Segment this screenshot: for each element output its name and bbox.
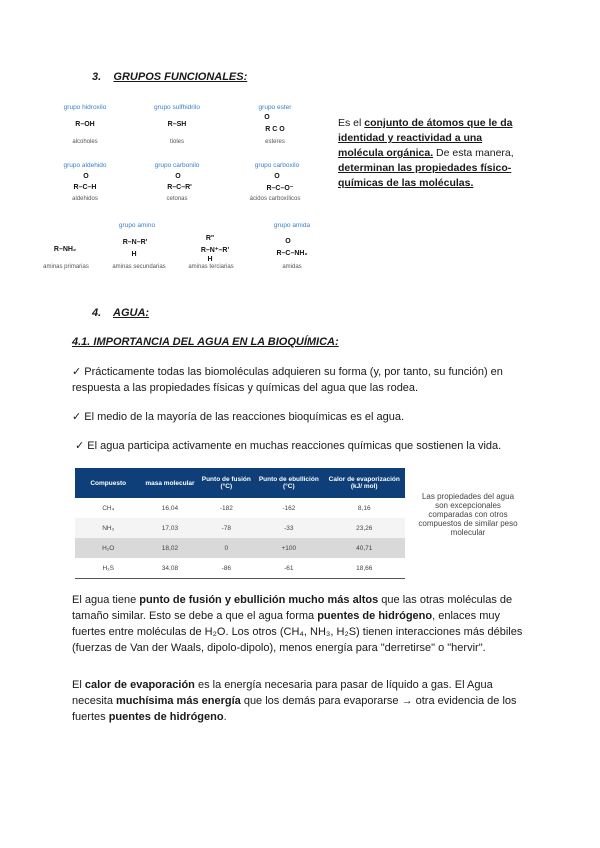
table-cell: -78 [198,518,254,538]
group-name: tioles [169,139,184,145]
text-run-bold: punto de fusión y ebullición mucho más altos [139,594,379,606]
amine-name: aminas primarias [43,264,89,270]
group-name: ácidos carboxílicos [249,196,301,202]
paragraph-boiling-points [72,592,532,656]
table-cell: -33 [254,518,323,538]
amine-name: aminas terciarias [188,264,234,270]
group-label: grupo carbonilo [154,162,200,169]
group-label: grupo sulfhidrilo [154,104,200,111]
ester-oxygen: O [264,114,270,121]
text-run: El [72,679,85,691]
section-3-heading [92,71,247,83]
paragraph-evaporation-heat [72,677,532,725]
table-cell: 0 [198,538,254,558]
table-cell: 18,02 [141,538,198,558]
amine-formula: R–N⁺–R' [200,247,230,254]
group-label: grupo amida [273,222,311,229]
group-label: grupo aldehido [63,162,107,169]
amine-formula: R–NH₂ [53,246,77,253]
amide-oxygen: O [285,238,291,245]
water-properties-table [75,468,405,579]
amine-hydrogen: H [131,251,137,258]
amine-substituent: R" [205,235,215,242]
column-header: Compuesto [75,468,141,498]
text-run-bold: puentes de hidrógeno [108,711,224,723]
group-formula: R–OH [75,121,95,128]
group-formula: R–SH [167,121,187,128]
text-run: El agua tiene [72,594,140,606]
section-4-heading [92,307,149,319]
table-cell: 8,16 [324,498,406,518]
table-header-row [75,468,405,498]
column-header: Punto de ebullición (°C) [254,468,323,498]
group-label: grupo carboxilo [254,162,300,169]
amine-name: aminas secundarias [112,264,166,270]
table-cell: H₂O [75,538,141,558]
functional-group-definition [338,116,528,191]
text-run: que las otras moléculas de tamaño similar. Esto se debe a que el agua forma [72,594,513,622]
carboxyl-oxygen: O [274,173,280,180]
definition-bold-2: determinan las propiedades físico-químicas de las moléculas. [338,162,512,189]
table-cell: +100 [254,538,323,558]
table-row [75,498,405,518]
group-formula: R C O [265,126,285,133]
text-run-bold: puentes de hidrógeno [317,610,433,622]
table-cell: H₂S [75,558,141,579]
column-header: Punto de fusión (°C) [198,468,254,498]
table-cell: -61 [254,558,323,579]
bullet-item: ✓ Prácticamente todas las biomoléculas adquieren su forma (y, por tanto, su función) en respuesta a las propiedades físicas y químicas del agua que las rodea. [72,366,503,394]
group-name: alcoholes [72,139,98,145]
table-cell: 18,66 [324,558,406,579]
group-name: aldehidos [72,196,98,202]
column-header: Calor de evaporización (kJ/ mol) [324,468,406,498]
group-formula: R–C–R' [167,184,192,191]
section-3-title: GRUPOS FUNCIONALES: [113,71,248,83]
section-4-title: AGUA: [113,307,150,319]
text-run: que los demás para evaporarse → otra evidencia de los fuertes [72,695,517,723]
group-name: amidas [282,264,302,270]
definition-mid: De esta manera, [433,147,514,159]
group-name: esteres [265,139,285,145]
table-cell: -86 [198,558,254,579]
text-run: . [223,711,227,723]
table-caption: Las propiedades del agua son excepcionales comparadas con otros compuestos de similar peso molecular [418,492,518,537]
carbonyl-oxygen: O [175,173,181,180]
definition-prefix: Es el [338,117,365,129]
table-cell: CH₄ [75,498,141,518]
section-4-1-heading: 4.1. IMPORTANCIA DEL AGUA EN LA BIOQUÍMICA: [72,336,339,348]
text-run: es la energía necesaria para pasar de líquido a gas. El Agua necesita [72,679,493,707]
amine-hydrogen: H [207,256,213,263]
column-header: masa molecular [141,468,198,498]
table-row [75,558,405,579]
group-formula: R–C–H [73,184,97,191]
amine-formula: R–N–R' [122,239,148,246]
text-run-bold: muchísima más energía [116,695,241,707]
table-row-highlighted [75,538,405,558]
group-label: grupo amino [118,222,156,229]
table-row [75,518,405,538]
group-formula: R–C–O⁻ [266,185,294,192]
group-label: grupo ester [258,104,292,111]
group-name: cetonas [166,196,188,202]
table-cell: 40,71 [324,538,406,558]
table-cell: -182 [198,498,254,518]
definition-bold-1: conjunto de átomos que le da identidad y reactividad a una molécula orgánica. [338,117,513,159]
table-cell: 17,03 [141,518,198,538]
section-4-number: 4. [92,307,102,319]
table-cell: -162 [254,498,323,518]
table-cell: 34,08 [141,558,198,579]
table-cell: 16,04 [141,498,198,518]
text-run-bold: calor de evaporación [84,679,195,691]
bullet-item: ✓ El agua participa activamente en muchas reacciones químicas que sostienen la vida. [75,440,502,452]
text-run: , enlaces muy fuertes entre moléculas de H₂O. Los otros (CH₄, NH₃, H₂S) tienen interacciones más débiles (fuerzas de Van der Waals, dipolo-dipolo), menos energía para "derretirse" o "hervir". [72,610,523,654]
table-cell: NH₃ [75,518,141,538]
group-formula: R–C–NH₂ [276,250,308,257]
table-cell: 23,26 [324,518,406,538]
carbonyl-oxygen: O [83,173,89,180]
section-3-number: 3. [92,71,102,83]
bullet-item: ✓ El medio de la mayoría de las reacciones bioquímicas es el agua. [72,411,405,423]
group-label: grupo hidroxilo [63,104,107,111]
